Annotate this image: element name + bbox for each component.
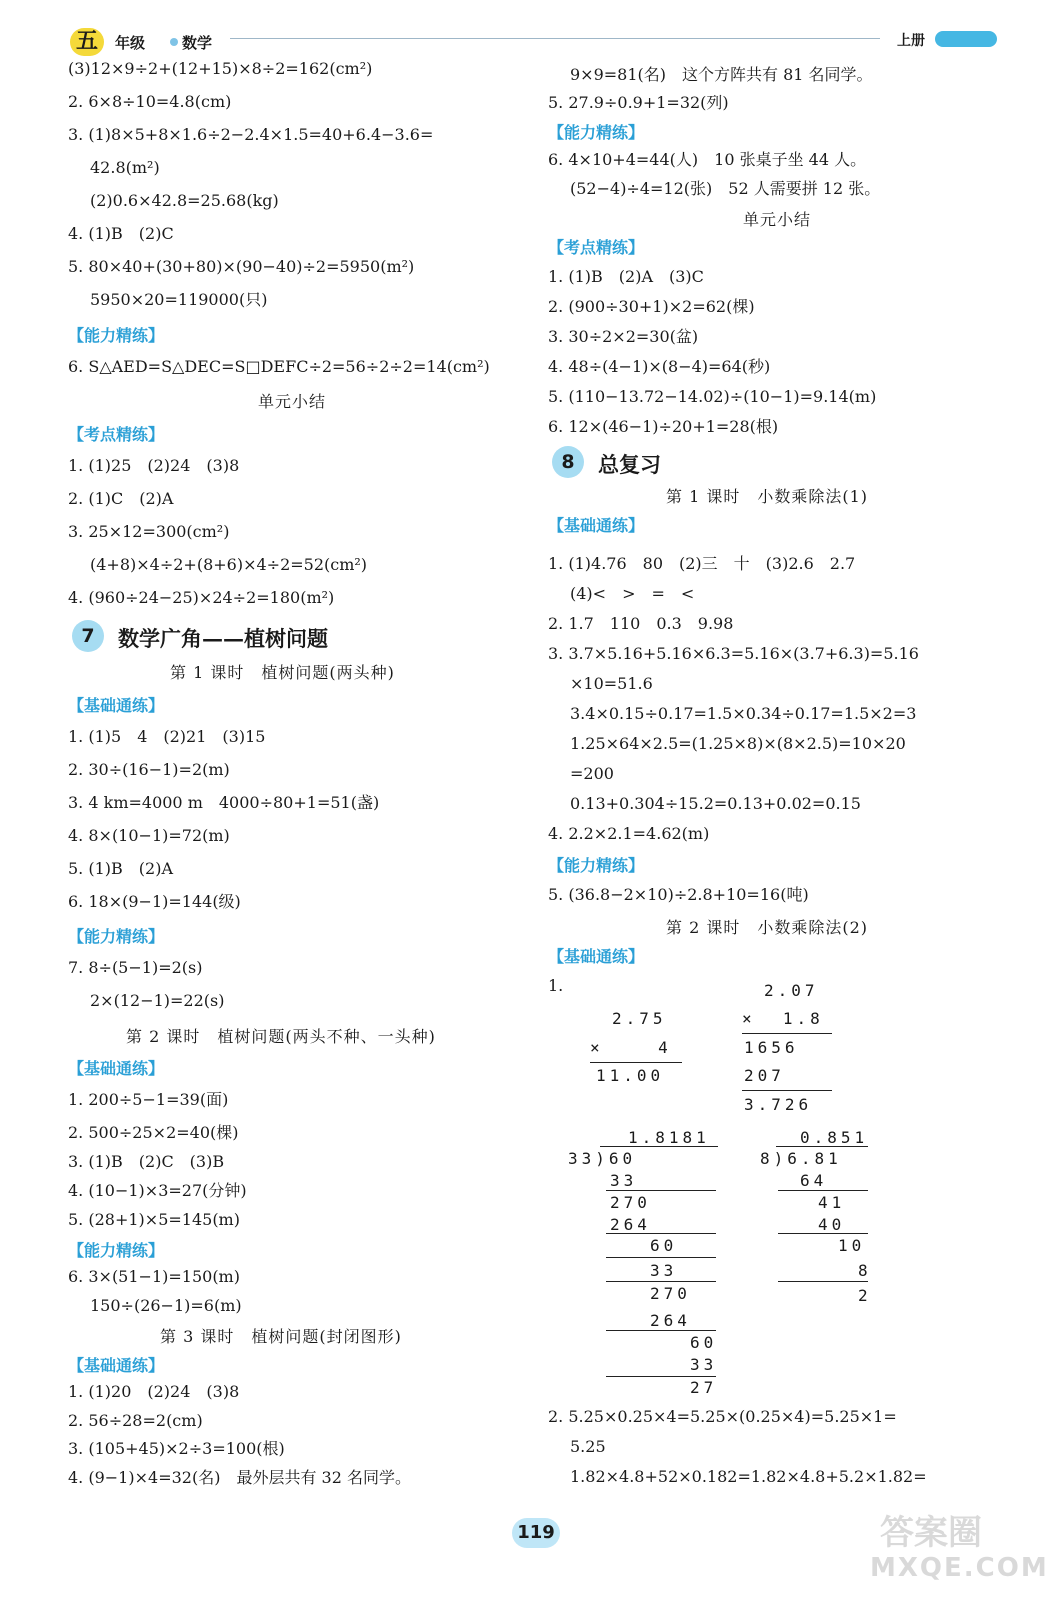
chapter-title: 总复习 bbox=[598, 452, 661, 477]
answer-line: 1. (1)4.76 80 (2)三 十 (3)2.6 2.7 bbox=[548, 554, 856, 573]
calc-row: 2 bbox=[858, 1286, 872, 1305]
answer-line: 3. 4 km=4000 m 4000÷80+1=51(盏) bbox=[68, 793, 380, 812]
volume-label: 上册 bbox=[897, 33, 925, 49]
calc-rule bbox=[606, 1190, 716, 1191]
calc-row: 27 bbox=[690, 1378, 718, 1397]
dot-icon bbox=[170, 38, 178, 46]
answer-line: 3. (1)8×5+8×1.6÷2−2.4×1.5=40+6.4−3.6= bbox=[68, 125, 434, 144]
answer-line: 4. 2.2×2.1=4.62(m) bbox=[548, 824, 710, 843]
calc-rule bbox=[606, 1257, 716, 1258]
answer-line: 4. 48÷(4−1)×(8−4)=64(秒) bbox=[548, 357, 771, 376]
answer-line: 2. 500÷25×2=40(棵) bbox=[68, 1123, 239, 1142]
answer-line: 1. bbox=[548, 976, 564, 995]
answer-line: (3)12×9÷2+(12+15)×8÷2=162(cm²) bbox=[68, 59, 373, 78]
section-tag: 【考点精练】 bbox=[548, 238, 645, 257]
answer-line: 2. (1)C (2)A bbox=[68, 489, 174, 508]
calc-row: 64 bbox=[800, 1171, 828, 1190]
calc-rule bbox=[590, 1062, 682, 1063]
grade-badge: 五 bbox=[70, 28, 104, 56]
answer-line: 5. (1)B (2)A bbox=[68, 859, 173, 878]
section-tag: 【基础通练】 bbox=[68, 1059, 165, 1078]
answer-line: 6. 4×10+4=44(人) 10 张桌子坐 44 人。 bbox=[548, 150, 867, 169]
calc-row: 264 bbox=[650, 1311, 691, 1330]
answer-line: 5. (36.8−2×10)÷2.8+10=16(吨) bbox=[548, 885, 809, 904]
lesson-title: 第 2 课时 植树问题(两头不种、一头种) bbox=[126, 1027, 436, 1046]
answer-line: 4. (9−1)×4=32(名) 最外层共有 32 名同学。 bbox=[68, 1468, 411, 1487]
answer-line: 3. 3.7×5.16+5.16×6.3=5.16×(3.7+6.3)=5.16 bbox=[548, 644, 919, 663]
answer-line: 5.25 bbox=[570, 1437, 606, 1456]
answer-line: 2. 1.7 110 0.3 9.98 bbox=[548, 614, 734, 633]
answer-line: 42.8(m²) bbox=[90, 158, 160, 177]
answer-line: 6. S△AED=S△DEC=S□DEFC÷2=56÷2÷2=14(cm²) bbox=[68, 357, 490, 376]
calc-row: 264 bbox=[610, 1215, 651, 1234]
calc-row: 1656 bbox=[744, 1038, 799, 1057]
calc-row: 41 bbox=[818, 1193, 846, 1212]
answer-line: 9×9=81(名) 这个方阵共有 81 名同学。 bbox=[570, 65, 873, 84]
section-tag: 【能力精练】 bbox=[548, 123, 645, 142]
section-tag: 【基础通练】 bbox=[548, 947, 645, 966]
answer-line: 2. 30÷(16−1)=2(m) bbox=[68, 760, 230, 779]
calc-row: 3.726 bbox=[744, 1095, 813, 1114]
calc-row: 207 bbox=[744, 1066, 785, 1085]
calc-row: 270 bbox=[650, 1284, 691, 1303]
answer-line: 5. (110−13.72−14.02)÷(10−1)=9.14(m) bbox=[548, 387, 877, 406]
answer-line: (2)0.6×42.8=25.68(kg) bbox=[90, 191, 279, 210]
section-tag: 【基础通练】 bbox=[68, 1356, 165, 1375]
calc-rule bbox=[606, 1281, 716, 1282]
answer-line: 3. 25×12=300(cm²) bbox=[68, 522, 230, 541]
calc-row: 60 bbox=[690, 1333, 718, 1352]
answer-line: 1. (1)20 (2)24 (3)8 bbox=[68, 1382, 240, 1401]
answer-line: (4)< > = < bbox=[570, 584, 695, 603]
calc-row: 33 bbox=[650, 1261, 678, 1280]
calc-rule bbox=[778, 1281, 868, 1282]
answer-line: 150÷(26−1)=6(m) bbox=[90, 1296, 242, 1315]
answer-line: 3. (1)B (2)C (3)B bbox=[68, 1152, 225, 1171]
calc-rule bbox=[606, 1330, 716, 1331]
header-divider bbox=[230, 38, 880, 39]
answer-line: 2. (900÷30+1)×2=62(棵) bbox=[548, 297, 755, 316]
answer-line: 4. (1)B (2)C bbox=[68, 224, 174, 243]
lesson-title: 第 3 课时 植树问题(封闭图形) bbox=[160, 1327, 402, 1346]
calc-row: 60 bbox=[650, 1236, 678, 1255]
calc-row: 10 bbox=[838, 1236, 866, 1255]
answer-line: ×10=51.6 bbox=[570, 674, 653, 693]
page-header bbox=[0, 0, 1059, 60]
section-tag: 【能力精练】 bbox=[68, 326, 165, 345]
answer-line: 2×(12−1)=22(s) bbox=[90, 991, 225, 1010]
calc-rule bbox=[778, 1190, 868, 1191]
calc-row: 40 bbox=[818, 1215, 846, 1234]
section-tag: 【能力精练】 bbox=[548, 856, 645, 875]
calc-row: 0.851 bbox=[800, 1128, 869, 1147]
answer-line: 5. 80×40+(30+80)×(90−40)÷2=5950(m²) bbox=[68, 257, 415, 276]
answer-line: 1. (1)B (2)A (3)C bbox=[548, 267, 704, 286]
calc-row: 33 bbox=[610, 1171, 638, 1190]
reference-answer-tag bbox=[935, 31, 997, 47]
calc-row: 8 bbox=[858, 1261, 872, 1280]
calc-row: 2.07 bbox=[764, 981, 819, 1000]
lesson-title: 第 2 课时 小数乘除法(2) bbox=[666, 918, 869, 937]
grade-label: 年级 bbox=[115, 34, 146, 52]
answer-line: 6. 18×(9−1)=144(级) bbox=[68, 892, 241, 911]
calc-row: 2.75 bbox=[612, 1009, 667, 1028]
chapter-number: 7 bbox=[72, 620, 104, 652]
lesson-title: 单元小结 bbox=[743, 210, 812, 229]
subject-label: 数学 bbox=[182, 34, 213, 52]
calc-row: 1.8181 bbox=[628, 1128, 710, 1147]
watermark-site: MXQE.COM bbox=[870, 1553, 1049, 1583]
answer-line: (4+8)×4÷2+(8+6)×4÷2=52(cm²) bbox=[90, 555, 368, 574]
calc-row: 8)6.81 bbox=[760, 1149, 842, 1168]
answer-line: 3. (105+45)×2÷3=100(根) bbox=[68, 1439, 285, 1458]
answer-line: 1. 200÷5−1=39(面) bbox=[68, 1090, 229, 1109]
answer-line: (52−4)÷4=12(张) 52 人需要拼 12 张。 bbox=[570, 179, 881, 198]
chapter-title: 数学广角——植树问题 bbox=[118, 626, 328, 651]
calc-row: 33)60 bbox=[568, 1149, 637, 1168]
answer-line: 1.82×4.8+52×0.182=1.82×4.8+5.2×1.82= bbox=[570, 1467, 927, 1486]
lesson-title: 单元小结 bbox=[258, 392, 327, 411]
calc-row: 11.00 bbox=[596, 1066, 665, 1085]
chapter-number: 8 bbox=[552, 446, 584, 478]
answer-line: 7. 8÷(5−1)=2(s) bbox=[68, 958, 203, 977]
answer-line: 2. 56÷28=2(cm) bbox=[68, 1411, 203, 1430]
calc-row: × 4 bbox=[590, 1038, 672, 1057]
answer-line: 2. 5.25×0.25×4=5.25×(0.25×4)=5.25×1= bbox=[548, 1407, 897, 1426]
answer-line: =200 bbox=[570, 764, 614, 783]
answer-line: 4. (960÷24−25)×24÷2=180(m²) bbox=[68, 588, 335, 607]
lesson-title: 第 1 课时 小数乘除法(1) bbox=[666, 487, 869, 506]
answer-line: 0.13+0.304÷15.2=0.13+0.02=0.15 bbox=[570, 794, 861, 813]
answer-line: 4. (10−1)×3=27(分钟) bbox=[68, 1181, 247, 1200]
calc-row: 270 bbox=[610, 1193, 651, 1212]
answer-line: 3. 30÷2×2=30(盆) bbox=[548, 327, 699, 346]
answer-line: 3.4×0.15÷0.17=1.5×0.34÷0.17=1.5×2=3 bbox=[570, 704, 917, 723]
calc-rule bbox=[742, 1033, 832, 1034]
answer-line: 2. 6×8÷10=4.8(cm) bbox=[68, 92, 232, 111]
answer-line: 6. 3×(51−1)=150(m) bbox=[68, 1267, 240, 1286]
section-tag: 【能力精练】 bbox=[68, 1241, 165, 1260]
calc-rule bbox=[742, 1090, 832, 1091]
calc-rule bbox=[606, 1376, 716, 1377]
section-tag: 【基础通练】 bbox=[68, 696, 165, 715]
answer-line: 6. 12×(46−1)÷20+1=28(根) bbox=[548, 417, 779, 436]
calc-row: × 1.8 bbox=[742, 1009, 824, 1028]
section-tag: 【基础通练】 bbox=[548, 516, 645, 535]
answer-line: 1.25×64×2.5=(1.25×8)×(8×2.5)=10×20 bbox=[570, 734, 906, 753]
section-tag: 【考点精练】 bbox=[68, 425, 165, 444]
section-tag: 【能力精练】 bbox=[68, 927, 165, 946]
lesson-title: 第 1 课时 植树问题(两头种) bbox=[170, 663, 395, 682]
calc-row: 33 bbox=[690, 1355, 718, 1374]
answer-line: 5. 27.9÷0.9+1=32(列) bbox=[548, 93, 729, 112]
watermark-logo: 答案圈 bbox=[880, 1513, 982, 1553]
answer-line: 4. 8×(10−1)=72(m) bbox=[68, 826, 230, 845]
answer-line: 1. (1)5 4 (2)21 (3)15 bbox=[68, 727, 266, 746]
answer-line: 1. (1)25 (2)24 (3)8 bbox=[68, 456, 240, 475]
answer-line: 5. (28+1)×5=145(m) bbox=[68, 1210, 240, 1229]
answer-line: 5950×20=119000(只) bbox=[90, 290, 268, 309]
page-number: 119 bbox=[512, 1518, 560, 1548]
